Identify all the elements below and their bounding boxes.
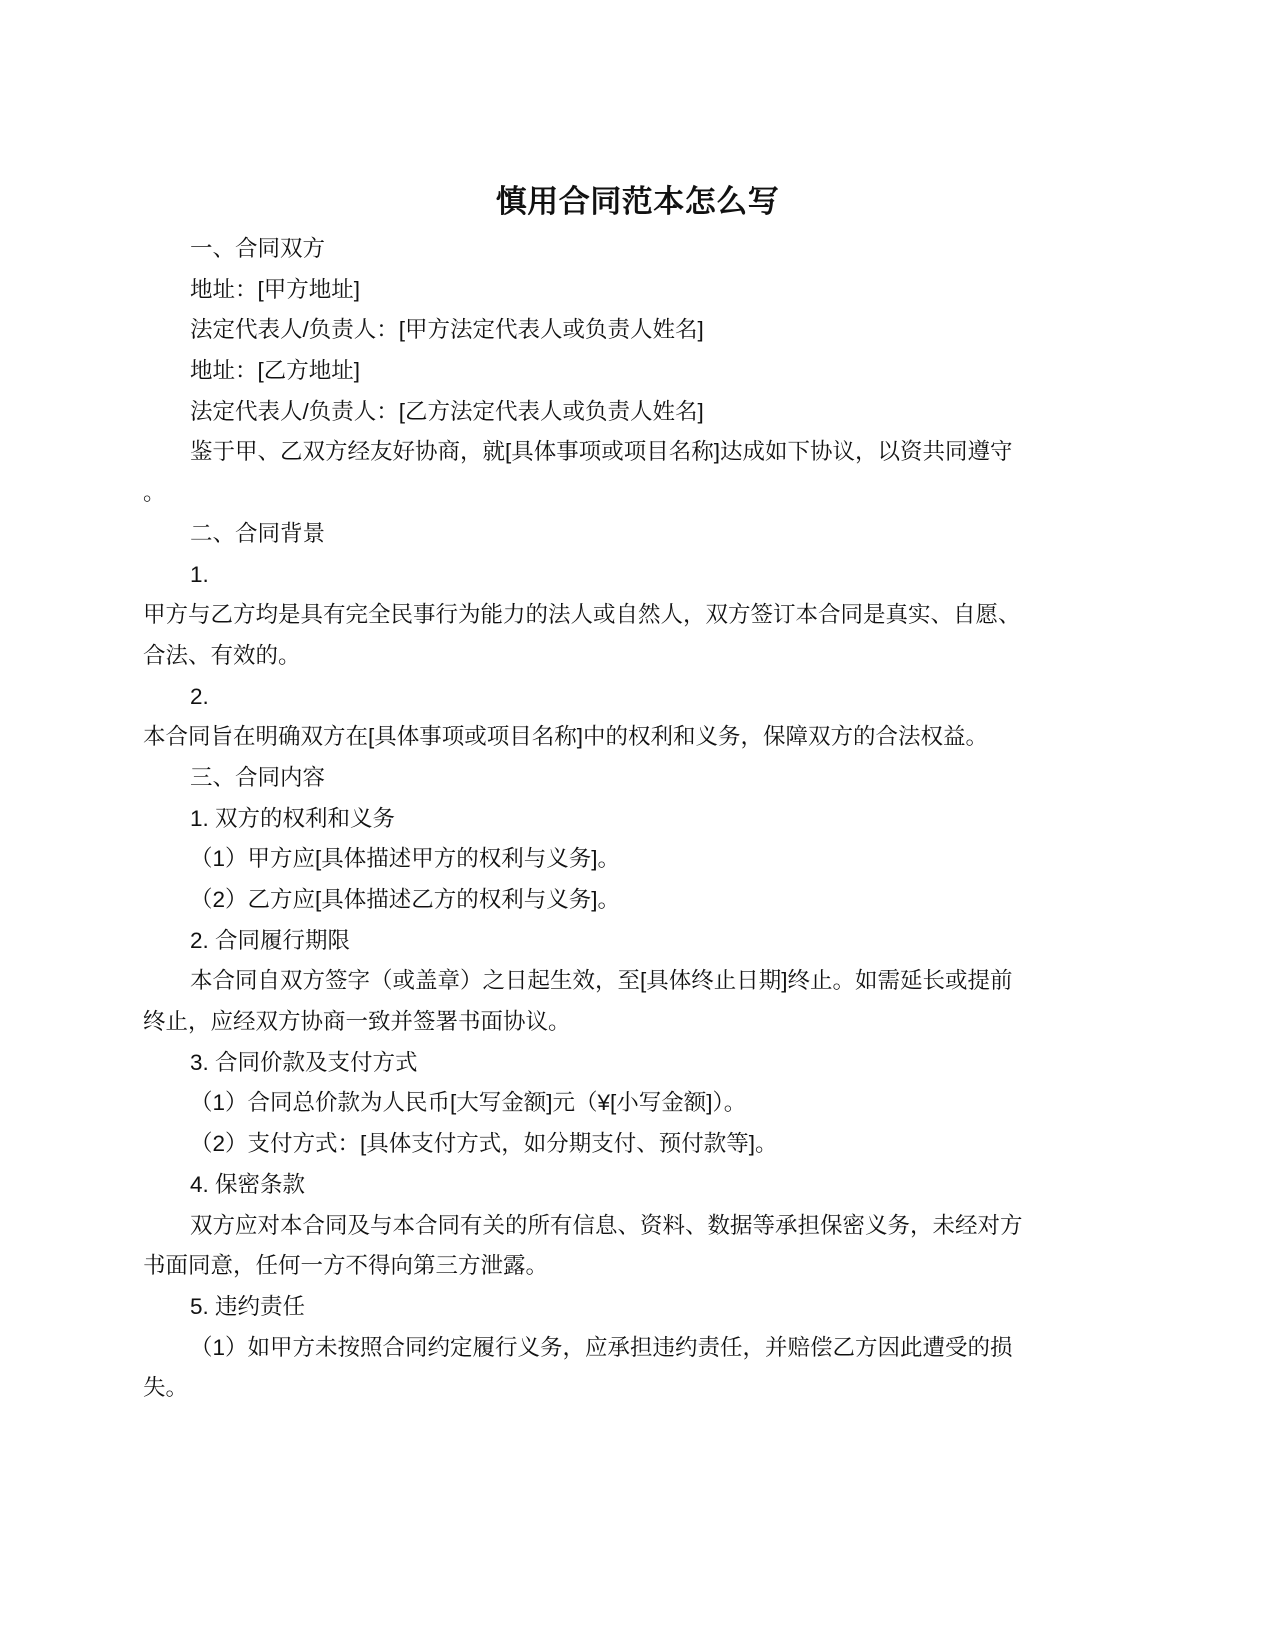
paragraph-line: 本合同旨在明确双方在[具体事项或项目名称]中的权利和义务，保障双方的合法权益。	[143, 724, 989, 750]
paragraph-line: 书面同意，任何一方不得向第三方泄露。	[143, 1253, 549, 1279]
paragraph-line: 终止，应经双方协商一致并签署书面协议。	[143, 1009, 571, 1035]
paragraph-line: 合法、有效的。	[143, 642, 301, 668]
subsection-heading: 1. 双方的权利和义务	[190, 805, 396, 831]
list-number: 2.	[190, 683, 209, 709]
paragraph-line: （2）乙方应[具体描述乙方的权利与义务]。	[190, 887, 621, 912]
paragraph-line: 本合同自双方签字（或盖章）之日起生效，至[具体终止日期]终止。如需延长或提前	[190, 968, 1013, 994]
paragraph-line: 甲方与乙方均是具有完全民事行为能力的法人或自然人，双方签订本合同是真实、自愿、	[143, 602, 1021, 628]
section-heading: 三、合同内容	[190, 764, 326, 790]
section-heading: 一、合同双方	[190, 236, 326, 261]
paragraph-line: （1）甲方应[具体描述甲方的权利与义务]。	[190, 846, 621, 872]
subsection-heading: 4. 保密条款	[190, 1171, 306, 1197]
paragraph-line: 法定代表人/负责人：[甲方法定代表人或负责人姓名]	[190, 317, 704, 343]
paragraph-line: （2）支付方式：[具体支付方式，如分期支付、预付款等]。	[190, 1131, 778, 1157]
subsection-heading: 3. 合同价款及支付方式	[190, 1049, 418, 1075]
paragraph-line: 法定代表人/负责人：[乙方法定代表人或负责人姓名]	[190, 398, 704, 424]
subsection-heading: 5. 违约责任	[190, 1293, 306, 1319]
paragraph-line: 失。	[143, 1375, 189, 1401]
paragraph-line: 地址：[甲方地址]	[190, 276, 361, 302]
paragraph-line: 双方应对本合同及与本合同有关的所有信息、资料、数据等承担保密义务，未经对方	[190, 1212, 1023, 1238]
list-number: 1.	[190, 561, 209, 587]
document-title: 慎用合同范本怎么写	[495, 184, 780, 219]
document-body	[143, 229, 1133, 1409]
paragraph-line: （1）如甲方未按照合同约定履行义务，应承担违约责任，并赔偿乙方因此遭受的损	[190, 1334, 1013, 1360]
paragraph-line: 。	[143, 480, 166, 506]
paragraph-line: 地址：[乙方地址]	[190, 358, 361, 384]
subsection-heading: 2. 合同履行期限	[190, 927, 351, 953]
paragraph-line: 鉴于甲、乙双方经友好协商，就[具体事项或项目名称]达成如下协议，以资共同遵守	[190, 439, 1013, 465]
section-heading: 二、合同背景	[190, 520, 326, 546]
paragraph-line: （1）合同总价款为人民币[大写金额]元（¥[小写金额]）。	[190, 1090, 747, 1116]
